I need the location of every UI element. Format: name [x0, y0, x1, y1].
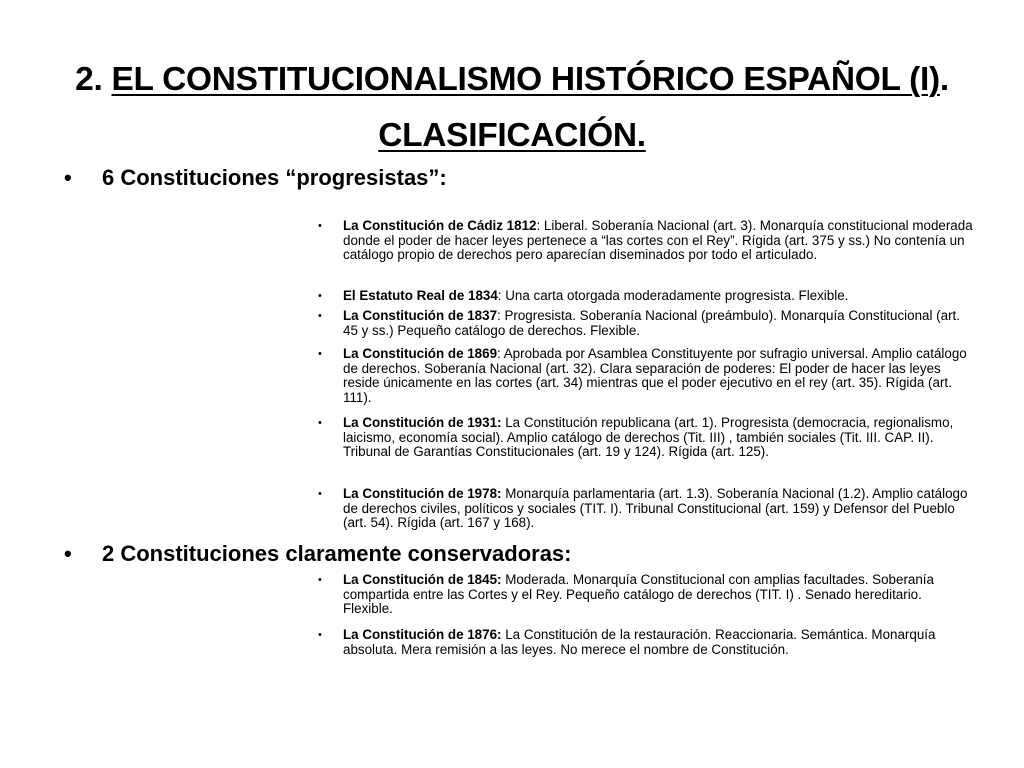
- item-description: : Aprobada por Asamblea Constituyente por sufragio universal. Amplio catálogo de derechos. Soberanía Nacional (art. 32). Clara separación de poderes: El poder de hacer las leyes reside únicamente en las cortes (art. 34) mientras que el poder ejecutivo en el rey (art. 35). Rígida (art. 111).: [343, 346, 967, 405]
- list-item: [318, 289, 973, 304]
- list-item-text: [343, 309, 973, 338]
- bullet: •: [318, 417, 322, 429]
- bullet: •: [318, 348, 322, 360]
- item-description: : Una carta otorgada moderadamente progresista. Flexible.: [497, 288, 849, 303]
- section-heading-text: 2 Constituciones claramente conservadoras:: [102, 541, 572, 566]
- list-item-text: [343, 347, 973, 405]
- item-description: Moderada. Monarquía Constitucional con amplias facultades. Soberanía compartida entre las Cortes y el Rey. Pequeño catálogo de derechos (TIT. I) . Senado hereditario. Flexible.: [343, 572, 934, 617]
- bullet: •: [318, 290, 322, 302]
- slide-title: [40, 52, 984, 164]
- list-item: [318, 416, 973, 460]
- item-title: La Constitución de 1876:: [343, 627, 502, 642]
- item-title: La Constitución de 1837: [343, 308, 498, 323]
- title-line-1: [40, 52, 984, 108]
- bullet: •: [64, 165, 72, 190]
- bullet: •: [318, 629, 322, 641]
- list-item: [318, 573, 973, 617]
- title-period: .: [939, 61, 949, 98]
- list-item-text: [343, 573, 973, 617]
- title-number: 2.: [75, 61, 112, 98]
- item-title: La Constitución de Cádiz 1812: [343, 218, 537, 233]
- title-subtitle: CLASIFICACIÓN.: [378, 117, 646, 154]
- list-item-text: [343, 289, 973, 304]
- title-underlined-text: EL CONSTITUCIONALISMO HISTÓRICO ESPAÑOL (I): [111, 61, 940, 98]
- list-item-text: [343, 487, 973, 531]
- list-item: [318, 487, 973, 531]
- item-description: : Progresista. Soberanía Nacional (preámbulo). Monarquía Constitucional (art. 45 y ss.) Pequeño catálogo de derechos. Flexible.: [343, 308, 960, 338]
- section-heading-text: 6 Constituciones “progresistas”:: [102, 165, 447, 190]
- title-line-2: [40, 108, 984, 164]
- list-item: [318, 309, 973, 338]
- bullet: •: [64, 541, 72, 566]
- item-title: La Constitución de 1931:: [343, 415, 502, 430]
- bullet: •: [318, 310, 322, 322]
- bullet: •: [318, 220, 322, 232]
- item-title: La Constitución de 1869: [343, 346, 498, 361]
- list-item: [318, 628, 973, 657]
- list-item-text: [343, 219, 973, 263]
- item-description: : Liberal. Soberanía Nacional (art. 3). Monarquía constitucional moderada donde el poder de hacer leyes pertenece a “las cortes con el Rey”. Rígida (art. 375 y ss.) No contenía un catálogo propio de derechos pero aparecían diseminados por todo el articulado.: [343, 218, 973, 263]
- item-description: Monarquía parlamentaria (art. 1.3). Soberanía Nacional (1.2). Amplio catálogo de derechos civiles, políticos y sociales (TIT. I). Tribunal Constitucional (art. 159) y Defensor del Pueblo (art. 54). Rígida (art. 167 y 168).: [343, 486, 968, 531]
- item-description: La Constitución de la restauración. Reaccionaria. Semántica. Monarquía absoluta. Mera remisión a las leyes. No merece el nombre de Constitución.: [343, 627, 936, 657]
- item-title: La Constitución de 1978:: [343, 486, 502, 501]
- list-item-text: [343, 416, 973, 460]
- bullet: •: [318, 488, 322, 500]
- list-item: [318, 219, 973, 263]
- item-description: La Constitución republicana (art. 1). Progresista (democracia, regionalismo, laicismo, economía social). Amplio catálogo de derechos (Tit. III) , también sociales (Tit. III. CAP. II). Tribunal de Garantías Constitucionales (art. 19 y 124). Rígida (art. 125).: [343, 415, 954, 460]
- item-title: La Constitución de 1845:: [343, 572, 502, 587]
- list-item-text: [343, 628, 973, 657]
- list-item: [318, 347, 973, 405]
- item-title: El Estatuto Real de 1834: [343, 288, 498, 303]
- bullet: •: [318, 574, 322, 586]
